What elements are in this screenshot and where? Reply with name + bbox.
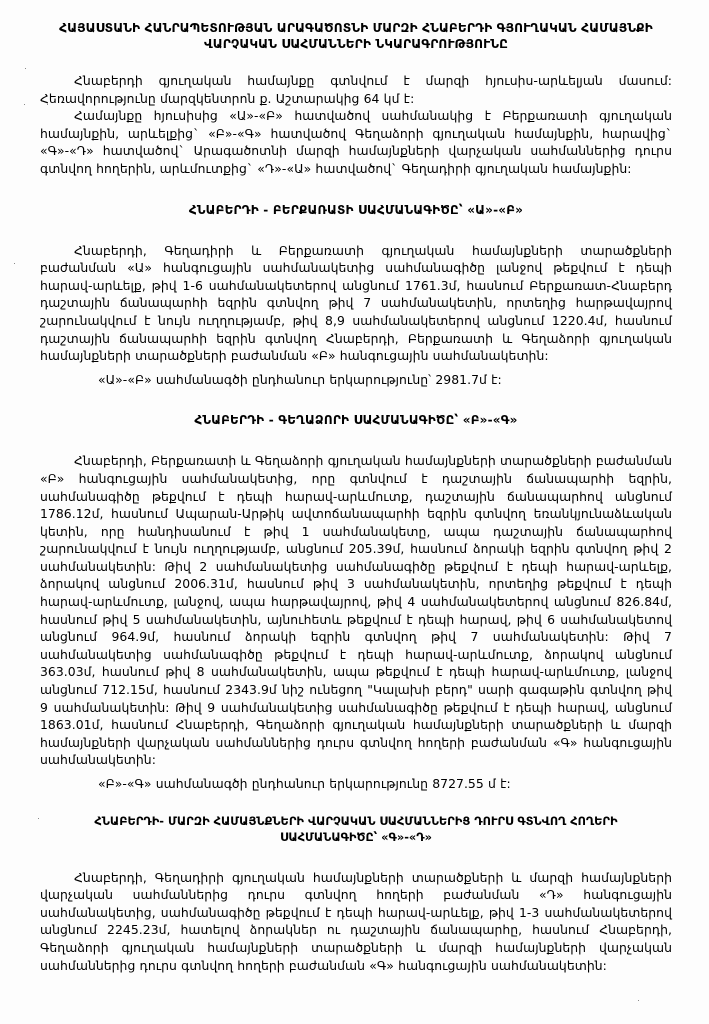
intro-paragraph-1: Հնաբերդի գյուղական համայնքը գտնվում է մարզի հյուսիս-արևելյան մասում: Հեռավորությունը մարզկենտրոն ք. Աշտարակից 64 կմ է: [40,73,672,106]
section-3-paragraph: Հնաբերդի, Գեղադիրի գյուղական համայնքների տարածքների և մարզի համայնքների վարչական սահմաններից դուրս գտնվող հողերի բաժանման «Դ» հանգուցային սահմանակետից, սահմանագիծը թեքվում է դեպի հարավ-արևելք, թիվ 1-3 սահմանակետերով անցնում 2245.23մ, հատելով ձորակներ ու դաշտային ճանապարհը, հասնում Հնաբերդի, Գեղաձորի գյուղական համայնքների տարածքների և մարզի համայնքների վարչական սահմաններից դուրս գտնվող հողերի բաժանման «Գ» հանգուցային սահմանակետին: [40,869,672,973]
scan-speckle [14,263,15,264]
section-1-paragraph: Հնաբերդի, Գեղադիրի և Բերքառատի գյուղական համայնքների տարածքների բաժանման «Ա» հանգուցային սահմանակետից սահմանագիծը լանջով թեքվում է դեպի հարավ-արևելք, թիվ 1-6 սահմանակետերով անցնում 1761.3մ, հասնում Բերքառատ-Հնաբերդ դաշտային ճանապարհի եզրին գտնվող թիվ 7 սահմանակետին, որտեղից հարթավայրով շարունակվում է նույն ուղղությամբ, թիվ 8,9 սահմանակետերով անցնում 1220.4մ, հասնում դաշտային ճանապարհի եզրին գտնվող Հնաբերդի, Բերքառատի և Գեղաձորի գյուղական համայնքների տարածքների բաժանման «Բ» հանգուցային սահմանակետին: [40,242,672,364]
scan-speckle [24,104,25,105]
section-heading-g-d-line-2: ՍԱՀՄԱՆԱԳԻԾԸ՝ «Գ»-«Դ» [280,829,432,844]
section-heading-g-d [40,813,672,845]
section-heading-g-d-line-1: ՀՆԱԲԵՐԴԻ- ՄԱՐԶԻ ՀԱՄԱՅՆՔՆԵՐԻ ՎԱՐՉԱԿԱՆ ՍԱՀՄԱՆՆԵՐԻՑ ԴՈՒՐՍ ԳՏՆՎՈՂ ՀՈՂԵՐԻ [94,813,618,828]
section-2-total-length: «Բ»-«Գ» սահմանագծի ընդհանուր երկարությունը 8727.55 մ է: [98,776,511,791]
section-1-total-length: «Ա»-«Բ» սահմանագծի ընդհանուր երկարությունը՝ 2981.7մ է: [98,371,502,387]
section-2-paragraph: Հնաբերդի, Բերքառատի և Գեղաձորի գյուղական համայնքների տարածքների բաժանման «Բ» հանգուցային սահմանակետից, որը գտնվում է դաշտային ճանապարհի եզրին, սահմանագիծը թեքվում է դեպի հարավ-արևմուտք, դաշտային ճանապարհով անցնում 1786.12մ, հասնում Ապարան-Արթիկ ավտոճանապարհի եզրին գտնվող եռանկյունաձևական կետին, որը հանդիսանում է թիվ 1 սահմանակետը, ապա դաշտային ճանապարհով շարունակվում է նույն ուղղությամբ, անցնում 205.39մ, հասնում ձորակի եզրին գտնվող թիվ 2 սահմանակետին: Թիվ 2 սահմանակետից սահմանագիծը թեքվում է դեպի հարավ-արևելք, ձորակով անցնում 2006.31մ, հասնում թիվ 3 սահմանակետին, որտեղից թեքվում է դեպի հարավ-արևմուտք, լանջով, ապա հարթավայրով, թիվ 4 սահմանակետերով անցնում 826.84մ, հասնում թիվ 5 սահմանակետին, այնուհետև թեքվում է դեպի հարավ, թիվ 6 սահմանակետով անցնում 964.9մ, հասնում ձորակի եզրին գտնվող թիվ 7 սահմանակետին: Թիվ 7 սահմանակետից սահմանագիծը թեքվում է դեպի հարավ-արևմուտք, ձորակով անցնում 363.03մ, հասնում թիվ 8 սահմանակետին, ապա թեքվում է դեպի հարավ-արևմուտք, լանջով անցնում 712.15մ, հասնում 2343.9մ նիշ ունեցող "Կալախի բերդ" սարի գագաթին գտնվող թիվ 9 սահմանակետին: Թիվ 9 սահմանակետից սահմանագիծը թեքվում է դեպի հարավ, անցնում 1863.01մ, հասնում Հնաբերդի, Գեղաձորի գյուղական համայնքների տարածքների և մարզի համայնքների վարչական սահմաններից դուրս գտնվող հողերի բաժանման «Գ» հանգուցային սահմանակետին: [40,453,672,768]
scan-speckle [638,1000,639,1001]
scan-speckle [25,68,26,69]
intro-paragraph-2: Համայնքը հյուսիսից «Ա»-«Բ» հատվածով սահմանակից է Բերքառատի գյուղական համայնքին, արևելքից` «Բ»-«Գ» հատվածով Գեղաձորի գյուղական համայնքին, հարավից` «Գ»-«Դ» հատվածով` Արագածոտնի մարզի համայնքների վարչական սահմաններից դուրս գտնվող հողերին, արևմուտքից` «Դ»-«Ա» հատվածով` Գեղադիրի գյուղական համայնքին: [40,108,672,176]
document-title [40,20,672,52]
document-title-line-2: ՎԱՐՉԱԿԱՆ ՍԱՀՄԱՆՆԵՐԻ ՆԿԱՐԱԳՐՈՒԹՅՈՒՆԸ [203,37,508,51]
section-heading-a-b: ՀՆԱԲԵՐԴԻ - ԲԵՐՔԱՌԱՏԻ ՍԱՀՄԱՆԱԳԻԾԸ՝ «Ա»-«Բ» [188,202,524,217]
scan-speckle [38,818,39,819]
section-heading-b-g: ՀՆԱԲԵՐԴԻ - ԳԵՂԱՁՈՐԻ ՍԱՀՄԱՆԱԳԻԾԸ՝ «Բ»-«Գ» [194,413,518,428]
document-title-line-1: ՀԱՅԱՍՏԱՆԻ ՀԱՆՐԱՊԵՏՈՒԹՅԱՆ ԱՐԱԳԱԾՈՏՆԻ ՄԱՐԶԻ ՀՆԱԲԵՐԴԻ ԳՅՈՒՂԱԿԱՆ ՀԱՄԱՅՆՔԻ [59,21,653,35]
document-body [40,20,672,974]
